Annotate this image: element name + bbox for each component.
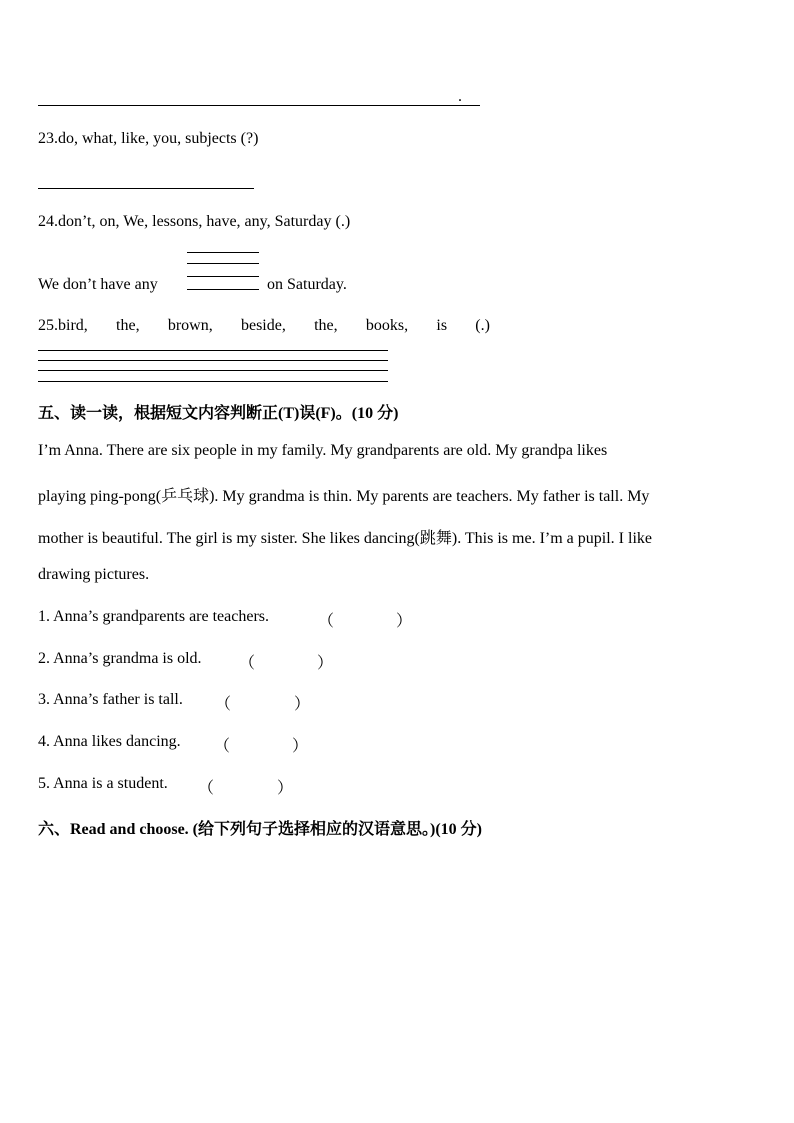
q25-word: 25.bird, [38, 317, 88, 334]
q25-word: the, [116, 317, 140, 334]
q25-word: is [436, 317, 448, 334]
answer-line-23 [38, 188, 254, 189]
passage-line-3: mother is beautiful. The girl is my sister. She likes dancing(跳舞). This is me. I’m a pupil. I like [38, 530, 652, 547]
answer-paren-open-2: （ [239, 655, 256, 672]
question-23: 23.do, what, like, you, subjects (?) [38, 130, 259, 147]
answer-paren-close-1: ） [396, 613, 413, 630]
passage-line-2: playing ping-pong(乒乓球). My grandma is thin. My parents are teachers. My father is tall. My [38, 488, 650, 505]
passage-line-4: drawing pictures. [38, 566, 150, 583]
question-25 [38, 317, 490, 335]
judgement-item-4: 4. Anna likes dancing. [38, 733, 181, 750]
answer-paren-open-4: （ [214, 738, 231, 755]
question-24-answer-after: on Saturday. [267, 276, 347, 293]
answer-line-25-b [38, 360, 388, 361]
answer-line-22-period: . [458, 88, 462, 105]
answer-blank-24-c [187, 276, 259, 277]
section-5-heading: 五、读一读，根据短文内容判断正(T)误(F)。(10 分) [38, 405, 399, 422]
judgement-item-1: 1. Anna’s grandparents are teachers. [38, 608, 270, 625]
question-24-answer-before: We don’t have any [38, 276, 158, 293]
answer-blank-24-d [187, 289, 259, 290]
answer-paren-close-2: ） [317, 655, 334, 672]
judgement-item-5: 5. Anna is a student. [38, 775, 168, 792]
q25-word: (.) [475, 317, 490, 334]
section-6-heading: 六、Read and choose. (给下列句子选择相应的汉语意思。)(10 分) [38, 821, 482, 838]
q25-word: the, [314, 317, 338, 334]
answer-line-22 [38, 105, 480, 106]
q25-word: brown, [167, 317, 213, 334]
answer-paren-open-1: （ [318, 613, 335, 630]
answer-paren-open-3: （ [215, 696, 232, 713]
answer-paren-close-5: ） [277, 780, 294, 797]
answer-blank-24-b [187, 263, 259, 264]
answer-line-25-d [38, 381, 388, 382]
answer-paren-open-5: （ [198, 780, 215, 797]
answer-blank-24-a [187, 252, 259, 253]
answer-line-25-a [38, 350, 388, 351]
q25-word: books, [365, 317, 409, 334]
answer-line-25-c [38, 370, 388, 371]
answer-paren-close-3: ） [294, 696, 311, 713]
answer-paren-close-4: ） [292, 738, 309, 755]
passage-line-1: I’m Anna. There are six people in my family. My grandparents are old. My grandpa likes [38, 442, 608, 459]
q25-word: beside, [240, 317, 286, 334]
judgement-item-2: 2. Anna’s grandma is old. [38, 650, 202, 667]
question-24: 24.don’t, on, We, lessons, have, any, Saturday (.) [38, 213, 351, 230]
judgement-item-3: 3. Anna’s father is tall. [38, 691, 183, 708]
